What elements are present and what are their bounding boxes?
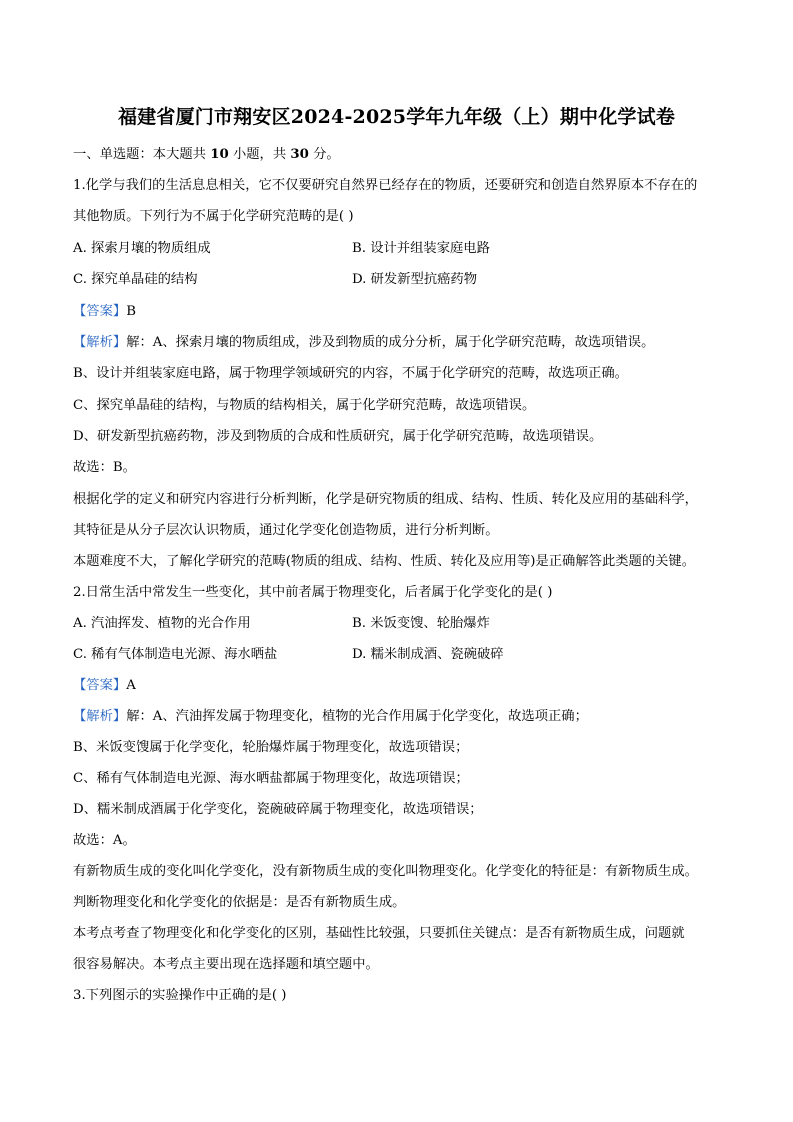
q2-note1-line2: 判断物理变化和化学变化的依据是：是否有新物质生成。: [73, 895, 406, 910]
q1-answer: 【答案】B: [73, 304, 136, 319]
q2-analysis-d: D、糯米制成酒属于化学变化，瓷碗破碎属于物理变化，故选项错误；: [73, 802, 483, 817]
q1-analysis-c: C、探究单晶硅的结构，与物质的结构相关，属于化学研究范畴，故选项错误。: [73, 398, 536, 413]
q1-stem-line1: 1.化学与我们的生活息息相关，它不仅要研究自然界已经存在的物质，还要研究和创造自然界原本不存在的: [73, 178, 698, 193]
q1-note1-line2: 其特征是从分子层次认识物质，通过化学变化创造物质，进行分析判断。: [73, 523, 499, 538]
q1-option-c: C. 探究单晶硅的结构: [73, 272, 198, 287]
q3-stem: 3.下列图示的实验操作中正确的是( ): [73, 988, 287, 1003]
analysis-tag: 【解析】: [73, 709, 127, 724]
q1-option-b: B. 设计并组装家庭电路: [352, 241, 490, 256]
q2-note2-line2: 很容易解决。本考点主要出现在选择题和填空题中。: [73, 957, 379, 972]
q1-choice: 故选：B。: [73, 460, 136, 475]
answer-tag: 【答案】: [73, 304, 127, 319]
q2-note2-line1: 本考点考查了物理变化和化学变化的区别，基础性比较强，只要抓住关键点：是否有新物质生成，问题就: [73, 926, 685, 941]
q1-stem-line2: 其他物质。下列行为不属于化学研究范畴的是( ): [73, 209, 354, 224]
q2-analysis-c: C、稀有气体制造电光源、海水晒盐都属于物理变化，故选项错误；: [73, 771, 469, 786]
q2-option-b: B. 米饭变馊、轮胎爆炸: [352, 616, 490, 631]
q2-option-c: C. 稀有气体制造电光源、海水晒盐: [73, 647, 278, 662]
q1-analysis-d: D、研发新型抗癌药物，涉及到物质的合成和性质研究，属于化学研究范畴，故选项错误。: [73, 429, 603, 444]
q1-note1-line1: 根据化学的定义和研究内容进行分析判断，化学是研究物质的组成、结构、性质、转化及应用的基础科学，: [73, 492, 698, 507]
page-title: 福建省厦门市翔安区2024-2025学年九年级（上）期中化学试卷: [117, 106, 676, 128]
q2-analysis-b: B、米饭变馊属于化学变化，轮胎爆炸属于物理变化，故选项错误；: [73, 740, 469, 755]
q2-note1-line1: 有新物质生成的变化叫化学变化，没有新物质生成的变化叫物理变化。化学变化的特征是：有新物质生成。: [73, 864, 698, 879]
q2-answer: 【答案】A: [73, 678, 136, 693]
q2-choice: 故选：A。: [73, 833, 136, 848]
q1-note2: 本题难度不大，了解化学研究的范畴(物质的组成、结构、性质、转化及应用等)是正确解答此类题的关键。: [73, 554, 696, 569]
q2-analysis: 【解析】解：A、汽油挥发属于物理变化，植物的光合作用属于化学变化，故选项正确；: [73, 709, 588, 724]
section-heading: 一、单选题：本大题共 10 小题，共 30 分。: [73, 147, 340, 162]
q1-analysis: 【解析】解：A、探索月壤的物质组成，涉及到物质的成分分析，属于化学研究范畴，故选项错误。: [73, 335, 655, 350]
q2-option-a: A. 汽油挥发、植物的光合作用: [73, 616, 251, 631]
q1-analysis-b: B、设计并组装家庭电路，属于物理学领域研究的内容，不属于化学研究的范畴，故选项正确。: [73, 366, 628, 381]
q2-stem: 2.日常生活中常发生一些变化，其中前者属于物理变化，后者属于化学变化的是( ): [73, 585, 553, 600]
q1-option-a: A. 探索月壤的物质组成: [73, 241, 211, 256]
analysis-tag: 【解析】: [73, 335, 127, 350]
answer-tag: 【答案】: [73, 678, 127, 693]
q2-option-d: D. 糯米制成酒、瓷碗破碎: [352, 647, 504, 662]
q1-option-d: D. 研发新型抗癌药物: [352, 272, 478, 287]
